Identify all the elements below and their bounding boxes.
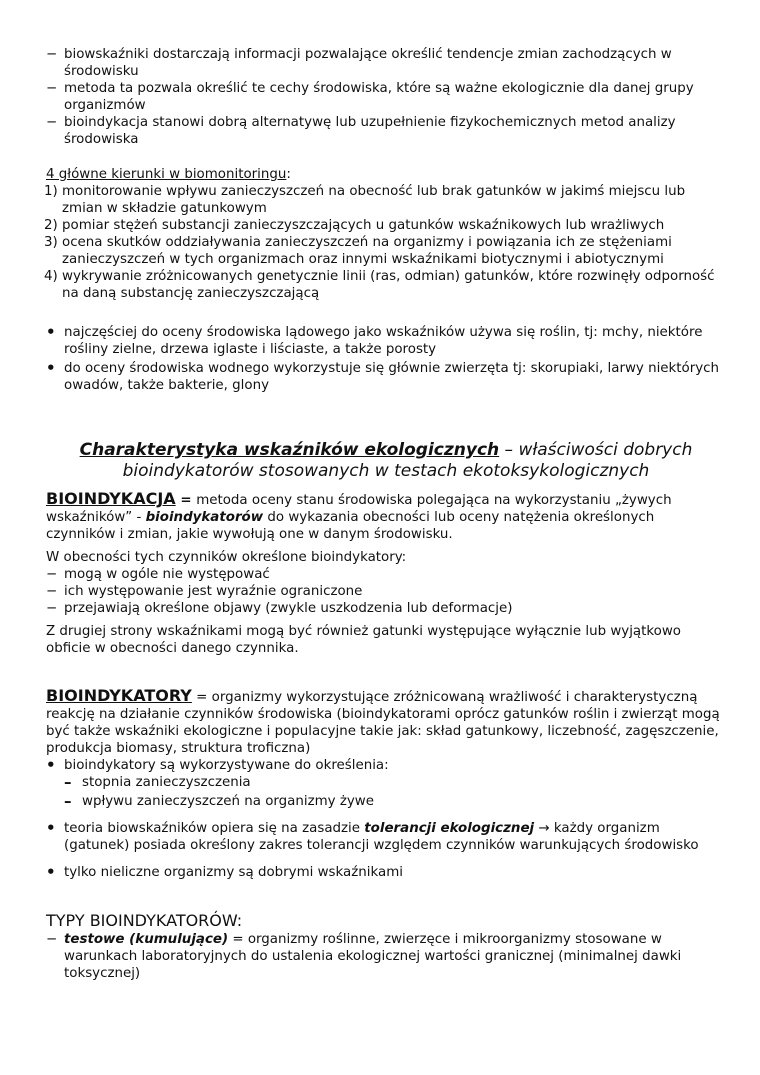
list-item: 4) wykrywanie zróżnicowanych genetycznie linii (ras, odmian) gatunków, które rozwinęły odporność na daną substancję zanieczyszczającą: [44, 269, 715, 301]
section-title: Charakterystyka wskaźników ekologicznych – właściwości dobrych bioindykatorów stosowanych w testach ekotoksykologicznych: [79, 440, 693, 481]
presence-intro: W obecności tych czynników określone bioindykatory:: [46, 550, 407, 565]
directions-heading: 4 główne kierunki w biomonitoringu:: [46, 167, 291, 182]
document-page: [46, 46, 726, 982]
other-side-paragraph: Z drugiej strony wskaźnikami mogą być również gatunki występujące wyłącznie lub wyjątkowo obficie w obecności danego czynnika.: [46, 624, 682, 656]
presence-list: [46, 566, 726, 617]
sub-list: [64, 774, 726, 810]
term-bioindykacja: BIOINDYKACJA: [46, 489, 176, 508]
bioindykatory-definition: BIOINDYKATORY = organizmy wykorzystujące zróżnicowaną wrażliwość i charakterystyczną reakcję na działanie czynników środowiska (bioindykatorami oprócz gatunków roślin i zwierząt mogą być także wskaźniki ekologiczne i populacyjne takie jak: skład gatunkowy, liczebność, zagęszczenie, produkcja biomasy, struktura troficzna): [46, 686, 720, 756]
list-item: − mogą w ogóle nie występować: [46, 566, 726, 583]
bioindykacja-definition: BIOINDYKACJA = metoda oceny stanu środowiska polegająca na wykorzystaniu „żywych wskaźników” - bioindykatorów do wykazania obecności lub oceny natężenia określonych czynników i zmian, jakie wywołują one w danym środowisku.: [46, 489, 672, 542]
list-item: – stopnia zanieczyszczenia: [64, 774, 726, 791]
directions-list: [46, 183, 726, 302]
list-item: • teoria biowskaźników opiera się na zasadzie tolerancji ekologicznej → każdy organizm (gatunek) posiada określony zakres tolerancji względem czynników warunkujących środowisko: [46, 820, 726, 854]
list-item: − bioindykacja stanowi dobrą alternatywę lub uzupełnienie fizykochemicznych metod analizy środowiska: [46, 114, 726, 148]
term-bioindykatory: BIOINDYKATORY: [46, 686, 192, 705]
list-item: 2) pomiar stężeń substancji zanieczyszczających u gatunków wskaźnikowych lub wrażliwych: [44, 218, 665, 233]
intro-list: [46, 46, 726, 148]
list-item: 1) monitorowanie wpływu zanieczyszczeń na obecność lub brak gatunków w jakimś miejscu lub zmian w składzie gatunkowym: [44, 184, 686, 216]
list-item: − ich występowanie jest wyraźnie ograniczone: [46, 583, 726, 600]
list-item: − testowe (kumulujące) = organizmy roślinne, zwierzęce i mikroorganizmy stosowane w warunkach laboratoryjnych do ustalenia ekologicznej wartości granicznej (minimalnej dawki toksycznej): [46, 931, 726, 982]
indicator-bullets: [46, 324, 726, 394]
list-item: • do oceny środowiska wodnego wykorzystuje się głównie zwierzęta tj: skorupiaki, larwy niektórych owadów, także bakterie, glony: [46, 360, 726, 394]
list-item: − metoda ta pozwala określić te cechy środowiska, które są ważne ekologicznie dla danej grupy organizmów: [46, 80, 726, 114]
list-item: – wpływu zanieczyszczeń na organizmy żywe: [64, 793, 726, 810]
list-item: • najczęściej do oceny środowiska lądowego jako wskaźników używa się roślin, tj: mchy, niektóre rośliny zielne, drzewa iglaste i liściaste, a także porosty: [46, 324, 726, 358]
types-list: [46, 931, 726, 982]
list-item: − biowskaźniki dostarczają informacji pozwalające określić tendencje zmian zachodzących w środowisku: [46, 46, 726, 80]
list-item: • tylko nieliczne organizmy są dobrymi wskaźnikami: [46, 864, 726, 881]
list-item: 3) ocena skutków oddziaływania zanieczyszczeń na organizmy i powiązania ich ze stężeniami zanieczyszczeń w tych organizmach oraz innymi wskaźnikami biotycznymi i abiotycznymi: [44, 235, 672, 267]
types-heading: TYPY BIOINDYKATORÓW:: [46, 911, 243, 930]
list-item: − przejawiają określone objawy (zwykle uszkodzenia lub deformacje): [46, 600, 726, 617]
bioindykatory-bullets: [46, 757, 726, 881]
list-item: • bioindykatory są wykorzystywane do określenia: – stopnia zanieczyszczenia – wpływu zanieczyszczeń na organizmy żywe: [46, 757, 726, 810]
